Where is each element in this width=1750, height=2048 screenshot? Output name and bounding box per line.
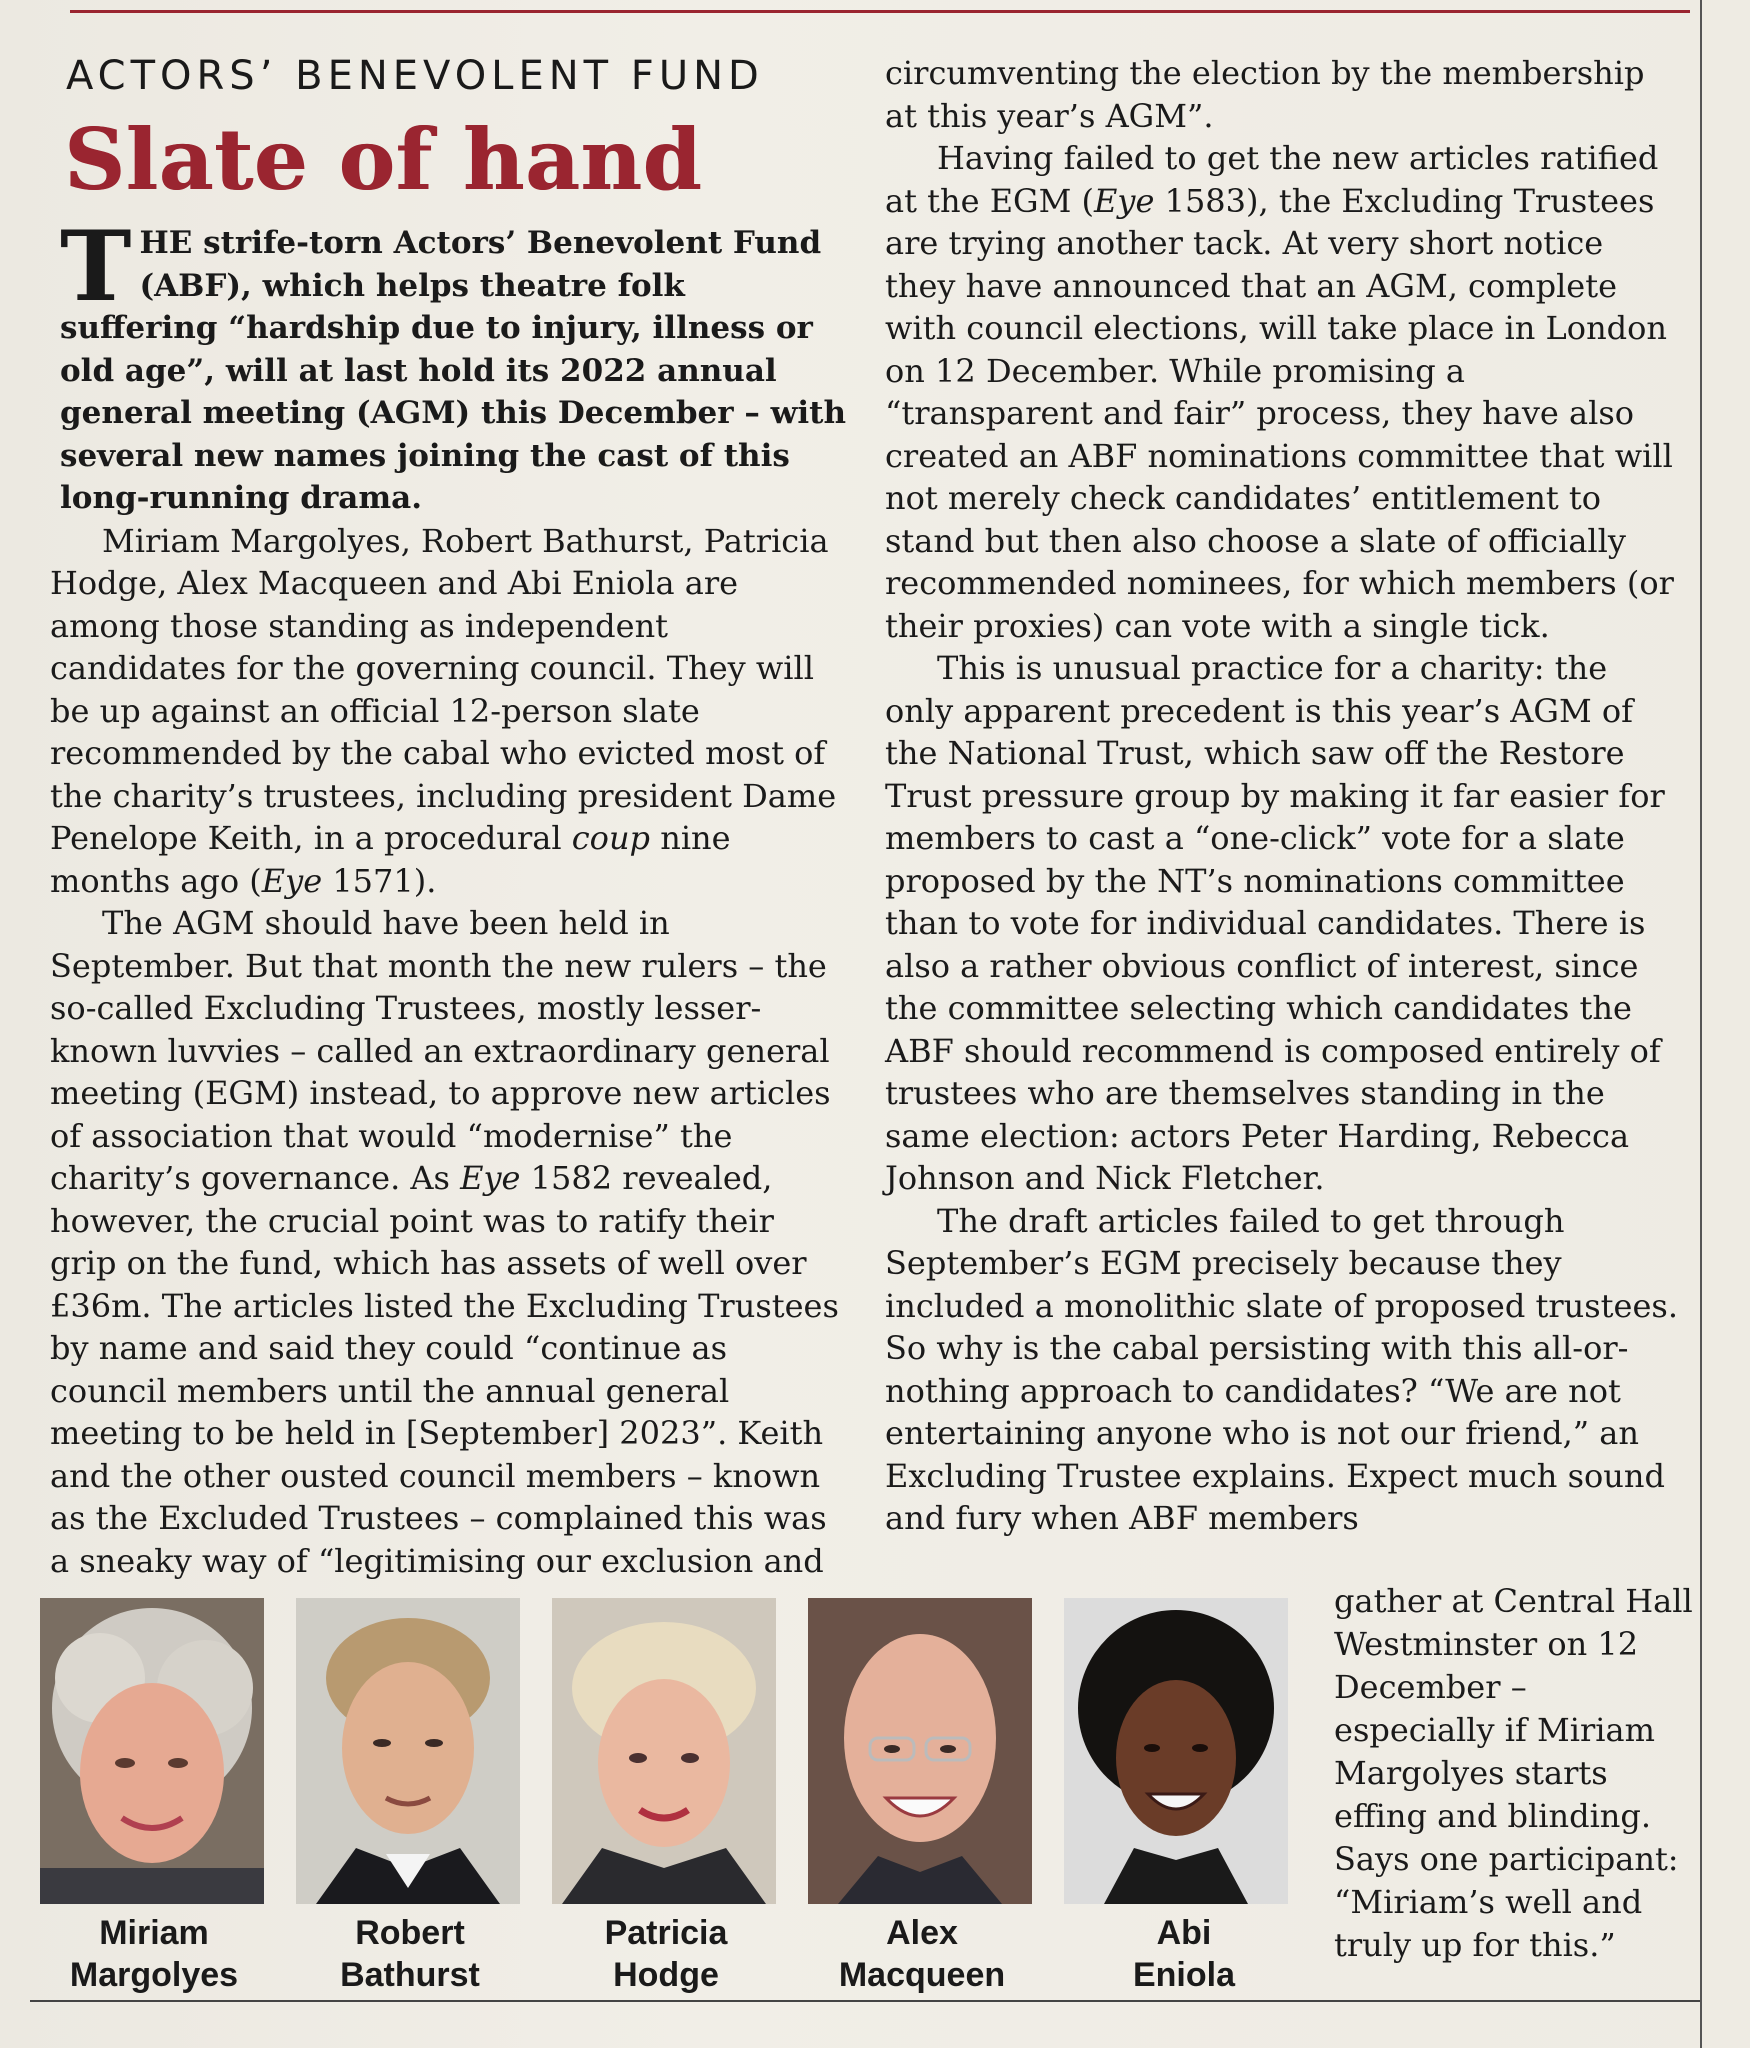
para-italic: coup (571, 819, 651, 857)
caption-first: Alex (886, 1914, 958, 1952)
para-text: 1571). (322, 861, 437, 900)
headline: Slate of hand (64, 110, 703, 209)
paragraph-new-tack (885, 137, 1680, 647)
caption-last: Margolyes (69, 1956, 239, 1994)
paragraph-draft-articles: The draft articles failed to get through September’s EGM precisely because they included a monolithic slate of proposed trustees. So why is the cabal persisting with this all-or-nothing approach to candidates? “We are not entertaining anyone who is not our friend,” an Excluding Trustee explains. Expect much sound and fury when ABF members (885, 1201, 1678, 1537)
caption-last: Eniola (1132, 1956, 1236, 1994)
caption-patricia-hodge (546, 1912, 786, 1996)
photo-patricia-hodge (552, 1598, 776, 1904)
photo-robert-bathurst (296, 1598, 520, 1904)
caption-alex-macqueen (802, 1912, 1042, 1996)
para-italic: Eye (1094, 181, 1155, 220)
para-italic: Eye (460, 1159, 521, 1197)
para-text: 1583), the Excluding Trustees are trying another tack. At very short notice they have announced that an AGM, complete with council elections, will take place in London on 12 December. While promising a “transparent and fair” process, they have also created an ABF nominations committee that will not merely check candidates’ entitlement to stand but then also choose a slate of officially recommended nominees, for which members (or their proxies) can vote with a single tick. (885, 181, 1674, 645)
para-text: 1582 revealed, however, the crucial point was to ratify their grip on the fund, which has assets of well over £36m. The articles listed the Excluding Trustees by name and said they could “continue as council members until the annual general meeting to be held in [September] 2023”. Keith and the other ousted council members – known as the Excluded Trustees – complained this was a sneaky way of “legitimising our exclusion and (50, 1159, 839, 1580)
caption-last: Hodge (613, 1956, 719, 1994)
para-text: Having failed to get the new articles ratified at the EGM ( (885, 139, 1659, 220)
para-text: The AGM should have been held in September. But that month the new rulers – the so-called Excluding Trustees, mostly lesser-known luvvies – called an extraordinary general meeting (EGM) instead, to approve new articles of association that would “modernise” the charity’s governance. As (50, 904, 831, 1197)
photo-miriam-margolyes (40, 1598, 264, 1904)
photo-abi-eniola (1064, 1598, 1288, 1904)
caption-first: Abi (1156, 1914, 1212, 1952)
dropcap: T (60, 210, 132, 323)
paragraph-candidates (50, 520, 850, 903)
caption-miriam-margolyes (34, 1912, 274, 1996)
photo-alex-macqueen (808, 1598, 1032, 1904)
paragraph-agm (50, 902, 850, 1582)
closing-paragraph: gather at Central Hall Westminster on 12 December – especially if Miriam Margolyes starts effing and blinding. Says one participant: “Miriam’s well and truly up for this.” (1334, 1582, 1693, 1964)
bottom-rule (30, 2000, 1700, 2002)
caption-first: Miriam (99, 1914, 209, 1952)
para-text: nine months ago ( (50, 819, 731, 900)
left-column (50, 50, 850, 1582)
caption-last: Bathurst (340, 1956, 480, 1994)
caption-robert-bathurst (290, 1912, 530, 1996)
caption-last: Macqueen (838, 1956, 1006, 1994)
paragraph-continued: circumventing the election by the membership at this year’s AGM”. (885, 54, 1645, 135)
right-column (885, 52, 1680, 1540)
top-rule (70, 10, 1690, 13)
photo-strip (40, 1598, 1320, 1908)
para-italic: Eye (261, 861, 323, 900)
lead-paragraph (60, 210, 850, 520)
section-kicker: ACTORS’ BENEVOLENT FUND (66, 53, 764, 99)
caption-first: Robert (355, 1914, 465, 1952)
right-border (1700, 0, 1702, 2048)
lead-text: HE strife-torn Actors’ Benevolent Fund (ABF), which helps theatre folk suffering “hardship due to injury, illness or old age”, will at last hold its 2022 annual general meeting (AGM) this December – with several new names joining the cast of this long-running drama. (60, 225, 846, 516)
para-text: Miriam Margolyes, Robert Bathurst, Patricia Hodge, Alex Macqueen and Abi Eniola are among those standing as independent candidates for the governing council. They will be up against an official 12-person slate recommended by the cabal who evicted most of the charity’s trustees, including president Dame Penelope Keith, in a procedural (50, 521, 837, 857)
paragraph-precedent: This is unusual practice for a charity: the only apparent precedent is this year’s AGM of the National Trust, which saw off the Restore Trust pressure group by making it far easier for members to cast a “one-click” vote for a slate proposed by the NT’s nominations committee than to vote for individual candidates. There is also a rather obvious conflict of interest, since the committee selecting which candidates the ABF should recommend is composed entirely of trustees who are themselves standing in the same election: actors Peter Harding, Rebecca Johnson and Nick Fletcher. (885, 649, 1665, 1197)
caption-abi-eniola (1064, 1912, 1304, 1996)
caption-first: Patricia (604, 1914, 728, 1952)
